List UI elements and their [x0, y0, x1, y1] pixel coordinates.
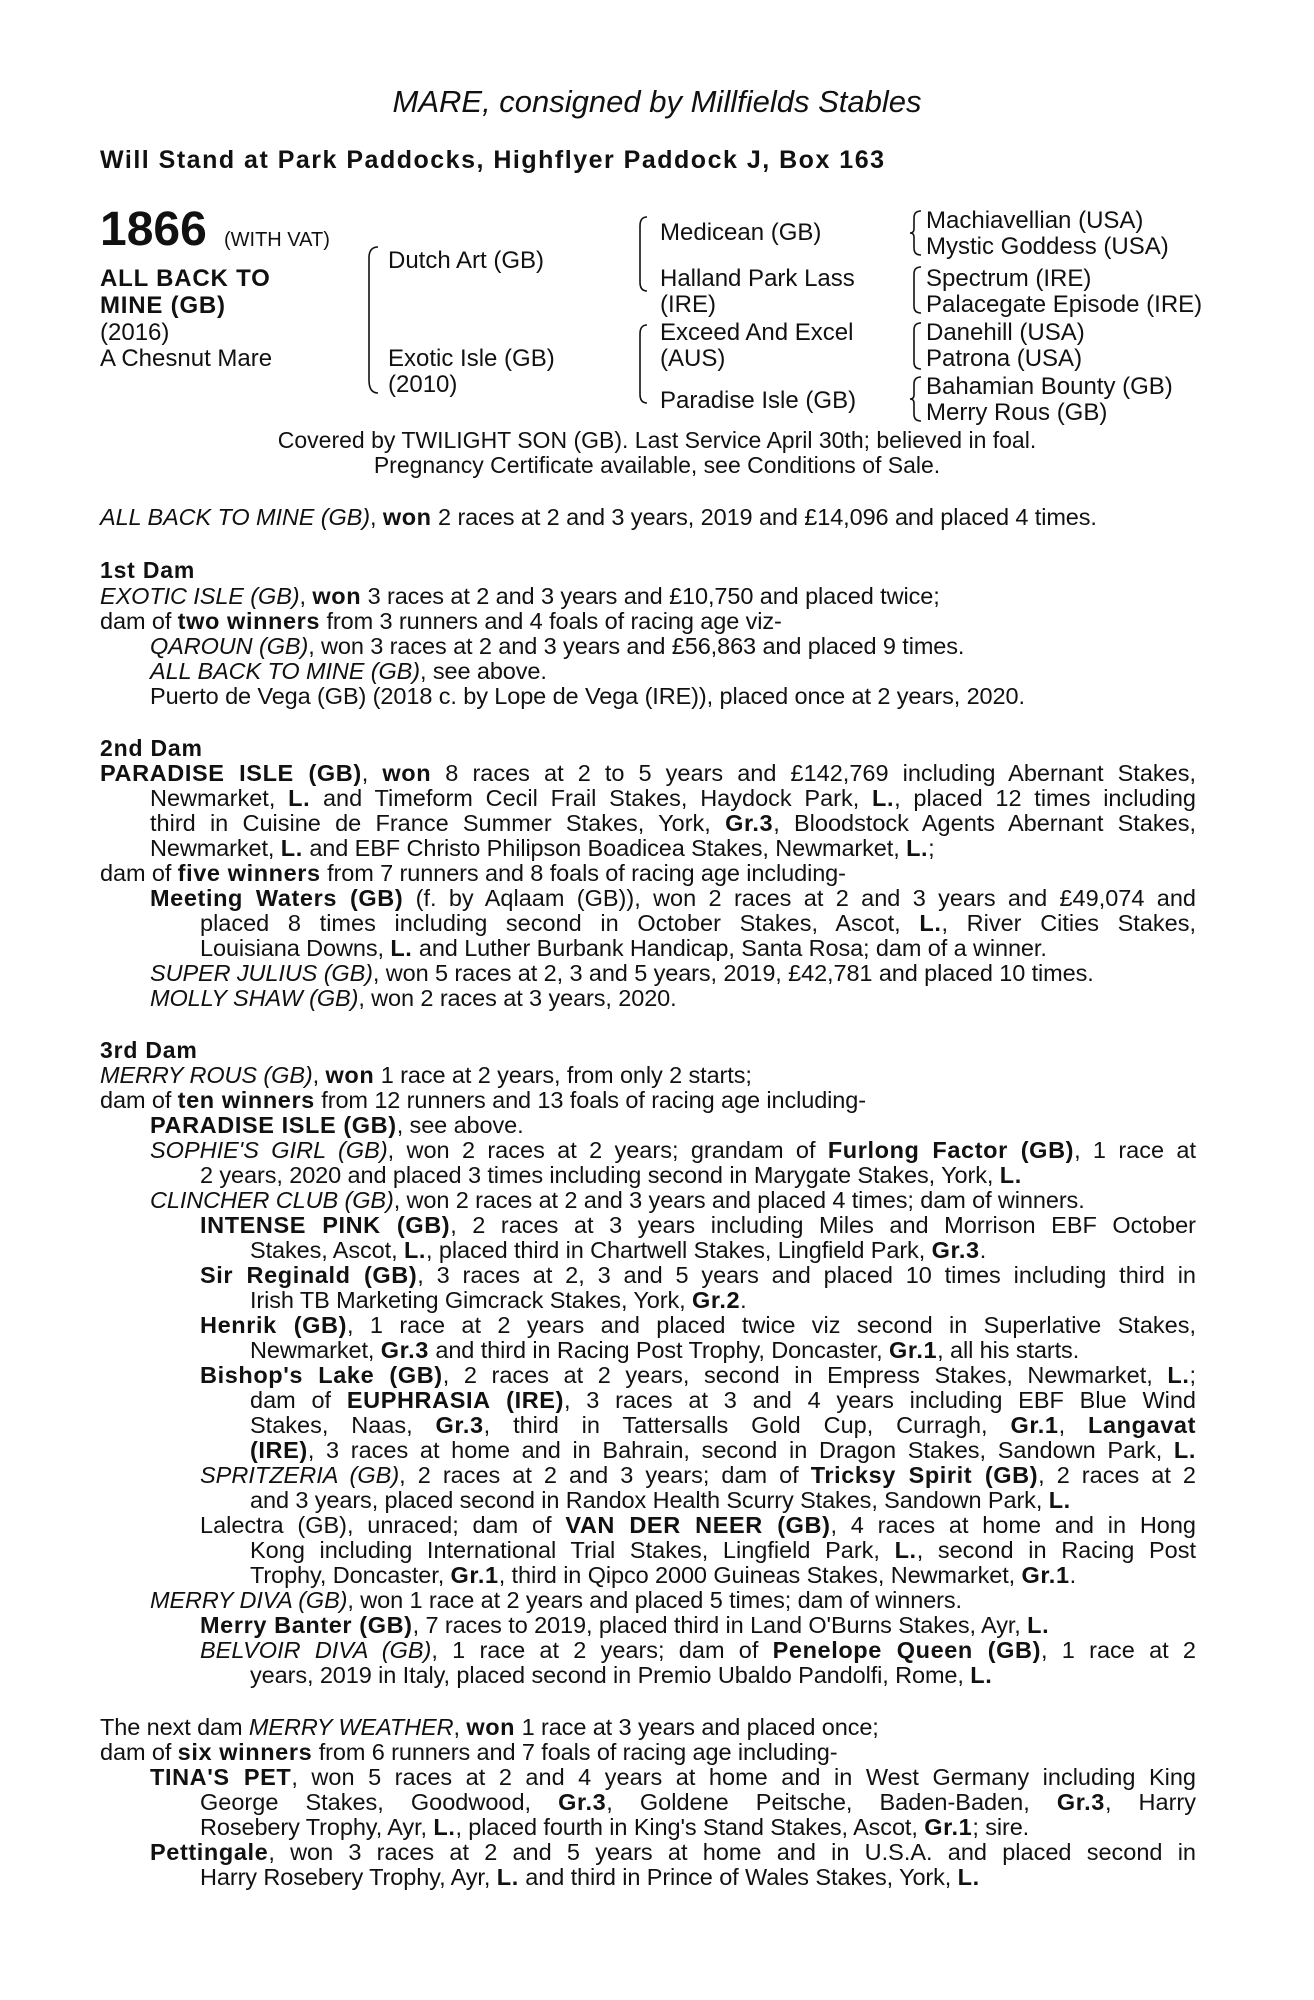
second-dam-heading: 2nd Dam: [100, 735, 203, 761]
covering-line1: Covered by TWILIGHT SON (GB). Last Service April 30th; believed in foal.: [277, 427, 1037, 453]
listed-mark: L.: [1173, 1437, 1196, 1463]
next-dam-line6: [150, 1839, 1196, 1866]
text: , 3 races at home and in Bahrain, second in Dragon Stakes, Sandown Park,: [307, 1437, 1174, 1463]
text: from 7 runners and 8 foals of racing age including-: [320, 860, 846, 886]
next-dam-line1: [100, 1714, 879, 1741]
text: (f. by Aqlaam (GB)), won 2 races at 2 and 3 years and £49,074 and: [403, 885, 1196, 911]
second-dam-line2: [150, 785, 1196, 812]
third-dam-line12: [250, 1337, 1079, 1364]
text: , won 1 race at 2 years and placed 5 times; dam of winners.: [347, 1587, 962, 1613]
text: ,: [453, 1714, 467, 1740]
listed-mark: L.: [390, 935, 413, 961]
text: .: [740, 1287, 747, 1313]
text: , all his starts.: [937, 1337, 1080, 1363]
third-dam-line6: [150, 1187, 1085, 1214]
produce-name: Henrik (GB): [200, 1312, 348, 1338]
group-mark: Gr.1: [450, 1562, 499, 1588]
third-dam-line24: [200, 1637, 1196, 1664]
text: , won 5 races at 2 and 4 years at home and in West Germany including King: [291, 1764, 1196, 1790]
text: and EBF Christo Philipson Boadicea Stakes, Newmarket,: [302, 835, 907, 861]
text: dam of: [250, 1387, 347, 1413]
listed-mark: L.: [496, 1864, 519, 1890]
horse-description: A Chesnut Mare: [100, 345, 273, 372]
third-dam-line16: [250, 1437, 1196, 1464]
produce-name: Merry Banter (GB): [200, 1612, 413, 1638]
text: , Goldene Peitsche, Baden-Baden,: [606, 1789, 1057, 1815]
text: , 7 races to 2019, placed third in Land O'Burns Stakes, Ayr,: [412, 1612, 1028, 1638]
text: , placed 12 times including: [894, 785, 1196, 811]
text: from 3 runners and 4 foals of racing age viz-: [320, 608, 782, 634]
text: ,: [1058, 1412, 1089, 1438]
text: , 3 races at 3 and 4 years including EBF Blue Wind: [564, 1387, 1196, 1413]
pedigree-brace-3a: [910, 210, 922, 256]
produce-name: SUPER JULIUS (GB): [150, 960, 373, 986]
second-dam-name: PARADISE ISLE (GB): [100, 760, 362, 786]
summary-line: ALL BACK TO MINE (GB), won 2 races at 2 and 3 years, 2019 and £14,096 and placed 4 times.: [100, 504, 1097, 530]
won-label: won: [382, 760, 432, 786]
text: , Harry: [1104, 1789, 1196, 1815]
group-mark: Gr.1: [1021, 1562, 1070, 1588]
group-mark: Gr.1: [889, 1337, 938, 1363]
pedigree-brace-3d: [910, 376, 922, 422]
pedigree-brace-3b: [910, 266, 922, 314]
third-dam-line11: [200, 1312, 1196, 1339]
produce-name: BELVOIR DIVA (GB): [200, 1637, 432, 1663]
text: dam of: [100, 1087, 178, 1113]
won-label: won: [466, 1714, 516, 1740]
produce-name: INTENSE PINK (GB): [200, 1212, 451, 1238]
text: from 12 runners and 13 foals of racing age including-: [314, 1087, 866, 1113]
produce-name: SOPHIE'S GIRL (GB): [150, 1137, 388, 1163]
listed-mark: L.: [894, 1537, 917, 1563]
pedigree-sds: Spectrum (IRE): [926, 265, 1092, 292]
text: , second in Racing Post: [916, 1537, 1196, 1563]
text: , 1 race at 2 years and placed twice viz second in Superlative Stakes,: [347, 1312, 1196, 1338]
produce-name: MERRY DIVA (GB): [150, 1587, 348, 1613]
text: .: [979, 1237, 987, 1263]
text: Louisiana Downs,: [200, 935, 391, 961]
group-mark: Gr.3: [558, 1789, 607, 1815]
text: Newmarket,: [250, 1337, 381, 1363]
third-dam-line10: [250, 1287, 747, 1314]
text: Stakes, Naas,: [250, 1412, 436, 1438]
produce-name: Tricksy Spirit (GB): [810, 1462, 1039, 1488]
text: years, 2019 in Italy, placed second in Premio Ubaldo Pandolfi, Rome,: [250, 1662, 971, 1688]
group-mark: Gr.3: [931, 1237, 980, 1263]
second-dam-line5: [100, 860, 846, 887]
text: , see above.: [396, 1112, 524, 1138]
won-label: won: [325, 1062, 375, 1088]
second-dam-line7: [200, 910, 1196, 937]
summary-won: won: [382, 504, 432, 530]
second-dam-line4: [150, 835, 935, 862]
text: and 3 years, placed second in Randox Health Scurry Stakes, Sandown Park,: [250, 1487, 1049, 1513]
text: Rosebery Trophy, Ayr,: [200, 1814, 434, 1840]
listed-mark: L.: [433, 1814, 456, 1840]
listed-mark: L.: [1048, 1487, 1071, 1513]
text: , won 3 races at 2 and 5 years at home and in U.S.A. and placed second in: [268, 1839, 1196, 1865]
group-mark: Gr.3: [380, 1337, 429, 1363]
next-dam-line5: [200, 1814, 1029, 1841]
pedigree-brace-2b: [636, 324, 648, 404]
summary-text: 2 races at 2 and 3 years, 2019 and £14,096 and placed 4 times.: [431, 504, 1097, 530]
produce-name: TINA'S PET: [150, 1764, 292, 1790]
horse-name-line2: MINE (GB): [100, 292, 226, 319]
pedigree-ddd: Merry Rous (GB): [926, 399, 1108, 426]
text: , third in Qipco 2000 Guineas Stakes, Newmarket,: [498, 1562, 1022, 1588]
text: Stakes, Ascot,: [250, 1237, 404, 1263]
produce-name: ALL BACK TO MINE (GB): [150, 658, 420, 684]
text: and Timeform Cecil Frail Stakes, Haydock Park,: [310, 785, 873, 811]
pedigree-brace-2a: [636, 216, 648, 292]
third-dam-line25: [250, 1662, 992, 1689]
pedigree-sire-sire: Medicean (GB): [660, 219, 822, 246]
winners-count: six winners: [177, 1739, 313, 1765]
text: , won 2 races at 2 and 3 years and placed 4 times; dam of winners.: [393, 1187, 1085, 1213]
text: 1 race at 3 years and placed once;: [515, 1714, 879, 1740]
produce-name: Furlong Factor (GB): [827, 1137, 1075, 1163]
winners-count: five winners: [177, 860, 321, 886]
third-dam-line17: [200, 1462, 1196, 1489]
winners-count: ten winners: [177, 1087, 315, 1113]
produce-name: Sir Reginald (GB): [200, 1262, 418, 1288]
text: , placed fourth in King's Stand Stakes, Ascot,: [455, 1814, 925, 1840]
third-dam-line13: [200, 1362, 1196, 1389]
pedigree-sss: Machiavellian (USA): [926, 207, 1144, 234]
text: , River Cities Stakes,: [941, 910, 1197, 936]
third-dam-line7: [200, 1212, 1196, 1239]
pedigree-sire: Dutch Art (GB): [388, 247, 545, 274]
text: , 2 races at 3 years including Miles and Morrison EBF October: [450, 1212, 1196, 1238]
text: ;: [928, 835, 935, 861]
group-mark: Gr.1: [1010, 1412, 1059, 1438]
third-dam-line1: MERRY ROUS (GB), won 1 race at 2 years, from only 2 starts;: [100, 1062, 752, 1088]
consignment-header: MARE, consigned by Millfields Stables: [392, 84, 922, 119]
text: , won 2 races at 3 years, 2020.: [358, 985, 677, 1011]
first-dam-line1: EXOTIC ISLE (GB), won 3 races at 2 and 3 years and £10,750 and placed twice;: [100, 583, 940, 609]
listed-mark: L.: [970, 1662, 993, 1688]
covering-line2: Pregnancy Certificate available, see Conditions of Sale.: [373, 452, 941, 478]
listed-mark: L.: [403, 1237, 427, 1263]
text: third in Cuisine de France Summer Stakes, York,: [150, 810, 726, 836]
third-dam-line9: [200, 1262, 1196, 1289]
lot-number: 1866: [100, 203, 207, 256]
pedigree-dam-sire-line2: (AUS): [660, 345, 726, 372]
text: George Stakes, Goodwood,: [200, 1789, 559, 1815]
text: , third in Tattersalls Gold Cup, Curragh,: [483, 1412, 1011, 1438]
text: dam of: [100, 1739, 178, 1765]
text: , 3 races at 2, 3 and 5 years and placed 10 times including third in: [417, 1262, 1196, 1288]
third-dam-line8: [250, 1237, 986, 1264]
produce-name: VAN DER NEER (GB): [565, 1512, 831, 1538]
text: , see above.: [419, 658, 547, 684]
pedigree-dsd: Patrona (USA): [926, 345, 1083, 372]
text: and Luther Burbank Handicap, Santa Rosa; dam of a winner.: [412, 935, 1047, 961]
third-dam-line18: [250, 1487, 1071, 1514]
text: , 1 race at: [1074, 1137, 1196, 1163]
first-dam-heading: 1st Dam: [100, 557, 196, 583]
second-dam-line6: [150, 885, 1196, 912]
first-dam-line2: [100, 608, 782, 635]
listed-mark: L.: [957, 1864, 980, 1890]
group-mark: Gr.1: [924, 1814, 973, 1840]
text: , 4 races at home and in Hong: [830, 1512, 1196, 1538]
won-label: won: [312, 583, 362, 609]
pedigree-dam-line1: Exotic Isle (GB): [388, 345, 555, 372]
listed-mark: L.: [906, 835, 929, 861]
first-dam-name: EXOTIC ISLE (GB): [100, 583, 300, 609]
pedigree-brace-1: [364, 246, 380, 394]
third-dam-line4: [150, 1137, 1196, 1164]
pedigree-dam-line2: (2010): [388, 371, 458, 398]
group-mark: Gr.3: [435, 1412, 484, 1438]
location-header: Will Stand at Park Paddocks, Highflyer Paddock J, Box 163: [100, 146, 886, 174]
horse-name-line1: ALL BACK TO: [100, 265, 271, 292]
text: ; sire.: [972, 1814, 1030, 1840]
third-dam-line21: [250, 1562, 1076, 1589]
second-dam-line8: [200, 935, 1047, 962]
group-mark: Gr.2: [692, 1287, 741, 1313]
text: Newmarket,: [150, 835, 281, 861]
produce-name: QAROUN (GB): [150, 633, 309, 659]
first-dam-line5: Puerto de Vega (GB) (2018 c. by Lope de Vega (IRE)), placed once at 2 years, 2020.: [150, 683, 1025, 709]
text: ;: [1189, 1362, 1197, 1388]
text: 1 race at 2 years, from only 2 starts;: [374, 1062, 752, 1088]
text: Trophy, Doncaster,: [250, 1562, 451, 1588]
produce-name: Penelope Queen (GB): [772, 1637, 1042, 1663]
text: Lalectra (GB), unraced; dam of: [200, 1512, 566, 1538]
second-dam-line9: [150, 960, 1094, 987]
second-dam-line1: PARADISE ISLE (GB), won 8 races at 2 to 5 years and £142,769 including Abernant Stakes,: [100, 760, 1197, 786]
produce-name: EUPHRASIA (IRE): [346, 1387, 564, 1413]
pedigree-ssd: Mystic Goddess (USA): [926, 233, 1169, 260]
text: Irish TB Marketing Gimcrack Stakes, York,: [250, 1287, 693, 1313]
produce-name: Pettingale: [150, 1839, 269, 1865]
produce-name: MOLLY SHAW (GB): [150, 985, 359, 1011]
text: , 2 races at 2 and 3 years; dam of: [399, 1462, 811, 1488]
pedigree-dds: Bahamian Bounty (GB): [926, 373, 1173, 400]
listed-mark: L.: [1027, 1612, 1050, 1638]
text: , 1 race at 2 years; dam of: [431, 1637, 773, 1663]
text: , 1 race at 2: [1041, 1637, 1196, 1663]
winners-count: two winners: [177, 608, 321, 634]
text: Kong including International Trial Stakes, Lingfield Park,: [250, 1537, 895, 1563]
produce-name: (IRE): [250, 1437, 308, 1463]
text: placed 8 times including second in October Stakes, Ascot,: [200, 910, 920, 936]
second-dam-line3: [150, 810, 1196, 837]
third-dam-line19: [200, 1512, 1196, 1539]
pedigree-dam-dam: Paradise Isle (GB): [660, 387, 857, 414]
text: , won 5 races at 2, 3 and 5 years, 2019, £42,781 and placed 10 times.: [372, 960, 1094, 986]
third-dam-line15: [250, 1412, 1196, 1439]
text: Harry Rosebery Trophy, Ayr,: [200, 1864, 497, 1890]
pedigree-brace-3c: [910, 322, 922, 370]
vat-note: (WITH VAT): [224, 229, 330, 251]
text: , won 3 races at 2 and 3 years and £56,863 and placed 9 times.: [308, 633, 965, 659]
produce-name: CLINCHER CLUB (GB): [150, 1187, 394, 1213]
text: and third in Racing Post Trophy, Doncaster,: [428, 1337, 890, 1363]
next-dam-line4: [200, 1789, 1196, 1816]
third-dam-line22: [150, 1587, 962, 1614]
text: , won 2 races at 2 years; grandam of: [387, 1137, 828, 1163]
listed-mark: L.: [872, 785, 895, 811]
text: dam of: [100, 860, 178, 886]
text: , 2 races at 2 years, second in Empress Stakes, Newmarket,: [442, 1362, 1168, 1388]
listed-mark: L.: [1167, 1362, 1190, 1388]
next-dam-name: MERRY WEATHER: [248, 1714, 454, 1740]
third-dam-line23: [200, 1612, 1049, 1639]
text: 2 years, 2020 and placed 3 times including second in Marygate Stakes, York,: [200, 1162, 1000, 1188]
listed-mark: L.: [999, 1162, 1022, 1188]
text: Newmarket,: [150, 785, 289, 811]
pedigree-dss: Danehill (USA): [926, 319, 1085, 346]
next-dam-line2: [100, 1739, 837, 1766]
text: from 6 runners and 7 foals of racing age including-: [312, 1739, 838, 1765]
pedigree-sdd: Palacegate Episode (IRE): [926, 291, 1203, 318]
third-dam-line3: [150, 1112, 524, 1139]
listed-mark: L.: [288, 785, 311, 811]
text: , 2 races at 2: [1038, 1462, 1196, 1488]
produce-name: PARADISE ISLE (GB): [150, 1112, 397, 1138]
first-dam-text: 3 races at 2 and 3 years and £10,750 and placed twice;: [361, 583, 940, 609]
text: and third in Prince of Wales Stakes, York,: [518, 1864, 958, 1890]
first-dam-line3: [150, 633, 964, 660]
text: The next dam: [100, 1714, 249, 1740]
group-mark: Gr.3: [1056, 1789, 1105, 1815]
third-dam-line5: [200, 1162, 1022, 1189]
next-dam-line3: [150, 1764, 1196, 1791]
produce-name: Bishop's Lake (GB): [200, 1362, 443, 1388]
third-dam-line2: [100, 1087, 866, 1114]
text: , Bloodstock Agents Abernant Stakes,: [773, 810, 1196, 836]
third-dam-name: MERRY ROUS (GB): [100, 1062, 313, 1088]
listed-mark: L.: [280, 835, 303, 861]
text: .: [1069, 1562, 1077, 1588]
pedigree-sire-dam-line2: (IRE): [660, 291, 716, 318]
third-dam-line14: [250, 1387, 1196, 1414]
third-dam-heading: 3rd Dam: [100, 1037, 198, 1063]
foaling-year: (2016): [100, 319, 170, 346]
next-dam-line7: [200, 1864, 980, 1891]
produce-name: Langavat: [1088, 1412, 1196, 1438]
pedigree-sire-dam-line1: Halland Park Lass: [660, 265, 855, 292]
text: 8 races at 2 to 5 years and £142,769 including Abernant Stakes,: [431, 760, 1197, 786]
first-dam-line4: [150, 658, 547, 685]
group-mark: Gr.3: [725, 810, 774, 836]
produce-name: SPRITZERIA (GB): [200, 1462, 400, 1488]
third-dam-line20: [250, 1537, 1196, 1564]
text: , placed third in Chartwell Stakes, Lingfield Park,: [426, 1237, 932, 1263]
second-dam-line10: [150, 985, 677, 1012]
summary-horse-name: ALL BACK TO MINE (GB): [100, 504, 370, 530]
pedigree-dam-sire-line1: Exceed And Excel: [660, 319, 854, 346]
produce-name: Meeting Waters (GB): [150, 885, 404, 911]
text: dam of: [100, 608, 178, 634]
listed-mark: L.: [919, 910, 942, 936]
